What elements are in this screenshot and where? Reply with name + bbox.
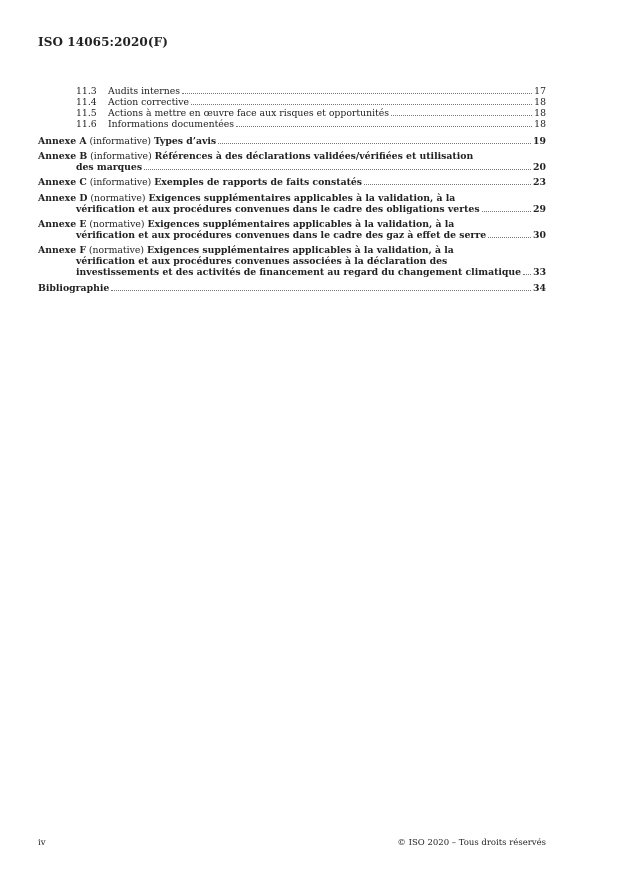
annex-title-line-3: investissements et des activités de financement au regard du changement climatique xyxy=(76,267,522,279)
toc-entry-page: 18 xyxy=(534,96,546,108)
annex-title-line-2: vérification et aux procédures convenues dans le cadre des obligations vertes xyxy=(76,203,480,215)
annex-page: 30 xyxy=(533,229,546,241)
toc-annex-d[interactable] xyxy=(38,194,546,216)
annex-type: (informative) xyxy=(89,177,152,189)
annex-type: (normative) xyxy=(89,219,145,231)
toc-entry-title: Audits internes xyxy=(108,86,180,97)
bibliography-title: Bibliographie xyxy=(38,282,110,294)
dot-leader xyxy=(111,290,531,291)
toc-entry-number: 11.5 xyxy=(76,107,97,119)
annex-title-line-1: Exigences supplémentaires applicables à la validation, à la xyxy=(147,245,454,257)
toc-entry-page: 18 xyxy=(534,107,546,119)
dot-leader xyxy=(236,126,532,127)
document-id-header: ISO 14065:2020(F) xyxy=(38,35,169,49)
dot-leader xyxy=(144,169,531,170)
annex-label: Annexe D xyxy=(38,192,88,204)
toc-entry-title: Actions à mettre en œuvre face aux risques et opportunités xyxy=(108,107,390,119)
toc-annex-a[interactable] xyxy=(38,137,546,148)
toc-entry-page: 17 xyxy=(534,86,546,97)
toc-entry-title: Action corrective xyxy=(108,96,190,108)
dot-leader xyxy=(488,237,531,238)
dot-leader xyxy=(218,143,531,144)
dot-leader xyxy=(191,104,532,105)
annex-page: 23 xyxy=(533,177,546,189)
toc-entry-number: 11.3 xyxy=(76,86,97,97)
annex-label: Annexe C xyxy=(38,177,87,189)
annex-title: Types d’avis xyxy=(154,135,217,147)
annex-type: (normative) xyxy=(90,192,146,204)
toc-entry-number: 11.6 xyxy=(76,118,97,130)
annex-type: (informative) xyxy=(90,151,152,163)
annex-label: Annexe B xyxy=(38,151,88,163)
toc-entry-page: 18 xyxy=(534,118,546,130)
dot-leader xyxy=(364,184,531,185)
annex-type: (informative) xyxy=(89,135,152,147)
footer-page-number: iv xyxy=(38,838,46,848)
toc-entry-11-6[interactable] xyxy=(38,120,546,131)
table-of-contents xyxy=(38,87,546,295)
dot-leader xyxy=(182,93,532,94)
toc-entry-number: 11.4 xyxy=(76,96,97,108)
toc-entry-title: Informations documentées xyxy=(108,118,235,130)
annex-page: 33 xyxy=(533,267,547,279)
dot-leader xyxy=(391,115,532,116)
annex-page: 29 xyxy=(533,203,546,215)
dot-leader xyxy=(523,274,531,275)
annex-title-line-2: des marques xyxy=(76,161,143,173)
annex-label: Annexe E xyxy=(38,219,87,231)
footer-copyright: © ISO 2020 – Tous droits réservés xyxy=(397,838,546,848)
bibliography-page: 34 xyxy=(533,282,546,294)
toc-annex-f[interactable] xyxy=(38,246,546,279)
annex-title-line-1: Exigences supplémentaires applicables à la validation, à la xyxy=(147,219,455,231)
annex-title: Exemples de rapports de faits constatés xyxy=(154,177,363,189)
annex-label: Annexe A xyxy=(38,135,87,147)
annex-title-line-1: Références à des déclarations validées/vérifiées et utilisation xyxy=(154,151,474,163)
toc-annex-b[interactable] xyxy=(38,152,546,174)
annex-type: (normative) xyxy=(88,245,145,257)
toc-annex-c[interactable] xyxy=(38,178,546,189)
annex-title-line-1: Exigences supplémentaires applicables à la validation, à la xyxy=(148,192,456,204)
toc-annex-e[interactable] xyxy=(38,220,546,242)
annex-page: 19 xyxy=(533,135,546,147)
dot-leader xyxy=(482,211,531,212)
toc-bibliography[interactable] xyxy=(38,284,546,295)
annex-title-line-2: vérification et aux procédures convenues associées à la déclaration des xyxy=(76,256,448,268)
annex-label: Annexe F xyxy=(38,245,86,257)
annex-title-line-2: vérification et aux procédures convenues dans le cadre des gaz à effet de serre xyxy=(76,229,487,241)
annex-page: 20 xyxy=(533,161,546,173)
